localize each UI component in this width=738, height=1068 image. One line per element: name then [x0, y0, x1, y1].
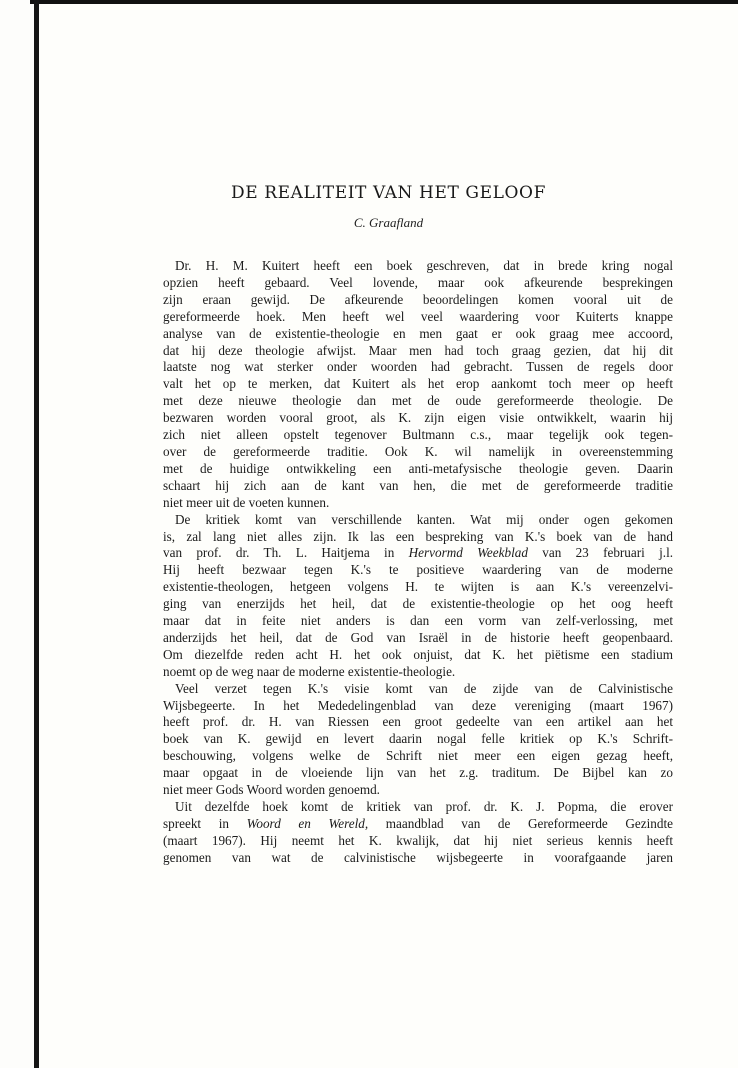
text-line: schaart hij zich aan de kant van hen, die met de gereformeerde traditie — [163, 477, 673, 493]
text-line: Om diezelfde reden acht H. het ook onjuist, dat K. het piëtisme een stadium — [163, 646, 673, 662]
text-line: dat hij deze theologie afwijst. Maar men had toch graag gezien, dat hij dit — [163, 342, 673, 358]
text-line: met de huidige ontwikkeling een anti-metafysische theologie geven. Daarin — [163, 460, 673, 476]
paragraph-1 — [163, 258, 673, 512]
text-line: bezwaren worden vooral groot, als K. zijn eigen visie ontwikkelt, waarin hij — [163, 410, 673, 426]
text-line: maar dat in feite niet anders is dan een vorm van zelf-verlossing, met — [163, 613, 673, 629]
text-line: De kritiek komt van verschillende kanten. Wat mij onder ogen gekomen — [175, 511, 673, 527]
text-line: Wijsbegeerte. In het Mededelingenblad van deze vereniging (maart 1967) — [163, 697, 673, 713]
text-line: ging van enerzijds het heil, dat de existentie-theologie op het oog heeft — [163, 596, 673, 612]
text-line: valt het op te merken, dat Kuitert als het erop aankomt toch meer op heeft — [163, 376, 673, 392]
text-line: existentie-theologen, hetgeen volgens H. te wijten is aan K.'s vereenzelvi- — [163, 579, 673, 595]
paragraph-4 — [163, 799, 673, 867]
text-line: Veel verzet tegen K.'s visie komt van de zijde van de Calvinistische — [175, 680, 673, 696]
text-line: niet meer uit de voeten kunnen. — [163, 494, 330, 510]
text-line: genomen van wat de calvinistische wijsbegeerte in voorafgaande jaren — [163, 849, 673, 865]
text-line: gereformeerde hoek. Men heeft wel veel waardering voor Kuiterts knappe — [163, 308, 673, 324]
scan-edge-left — [34, 0, 39, 1068]
text-line: analyse van de existentie-theologie en men gaat er ook graag mee accoord, — [163, 325, 673, 341]
paragraph-3 — [163, 681, 673, 799]
text-line: met deze nieuwe theologie dan met de oude gereformeerde theologie. De — [163, 393, 673, 409]
text-run: maandblad van de Gereformeerde Gezindte — [385, 815, 674, 831]
text-line-mixed — [163, 545, 673, 562]
periodical-title: Woord en Wereld, — [246, 815, 369, 831]
text-line: maar opgaat in de vloeiende lijn van het z.g. traditum. De Bijbel kan zo — [163, 765, 673, 781]
article-title: DE REALITEIT VAN HET GELOOF — [231, 183, 546, 203]
text-line: zijn eraan gewijd. De afkeurende beoordelingen komen vooral uit de — [163, 291, 673, 307]
text-line: over de gereformeerde traditie. Ook K. wil namelijk in overeenstemming — [163, 443, 673, 459]
text-line: heeft prof. dr. H. van Riessen een groot gedeelte van een artikel aan het — [163, 714, 673, 730]
text-line: Dr. H. M. Kuitert heeft een boek geschreven, dat in brede kring nogal — [175, 258, 673, 273]
text-line: Uit dezelfde hoek komt de kritiek van prof. dr. K. J. Popma, die erover — [175, 799, 673, 814]
text-run: van prof. dr. Th. L. Haitjema in — [163, 545, 395, 561]
text-line: laatste nog wat sterker onder woorden had gebracht. Tussen de regels door — [163, 359, 673, 375]
text-line: zich niet alleen opstelt tegenover Bultmann c.s., maar tegelijk ook tegen- — [163, 427, 673, 443]
paragraph-2 — [163, 512, 673, 681]
text-line: is, zal lang niet alles zijn. Ik las een bespreking van K.'s boek van de hand — [163, 528, 673, 544]
text-line-mixed — [163, 816, 673, 833]
text-line: (maart 1967). Hij neemt het K. kwalijk, dat hij niet serieus kennis heeft — [163, 832, 673, 848]
text-line: opzien heeft gebaard. Veel lovende, maar ook afkeurende besprekingen — [163, 274, 673, 290]
periodical-title: Hervormd Weekblad — [408, 545, 528, 561]
text-line: boek van K. gewijd en levert daarin nogal felle kritiek op K.'s Schrift- — [163, 731, 673, 747]
text-line: niet meer Gods Woord worden genoemd. — [163, 782, 380, 798]
text-line: beschouwing, volgens welke de Schrift niet meer een eigen gezag heeft, — [163, 748, 673, 764]
text-run: van 23 februari j.l. — [542, 545, 674, 561]
text-line: anderzijds het heil, dat de God van Israël in de historie heeft geopenbaard. — [163, 629, 673, 645]
text-line: Hij heeft bezwaar tegen K.'s te positieve waardering van de moderne — [163, 562, 673, 578]
article-body — [163, 258, 673, 867]
text-line: noemt op de weg naar de moderne existentie-theologie. — [163, 663, 456, 679]
text-run: spreekt in — [163, 815, 229, 831]
scan-edge-top — [30, 0, 738, 4]
article-author: C. Graafland — [353, 215, 424, 230]
